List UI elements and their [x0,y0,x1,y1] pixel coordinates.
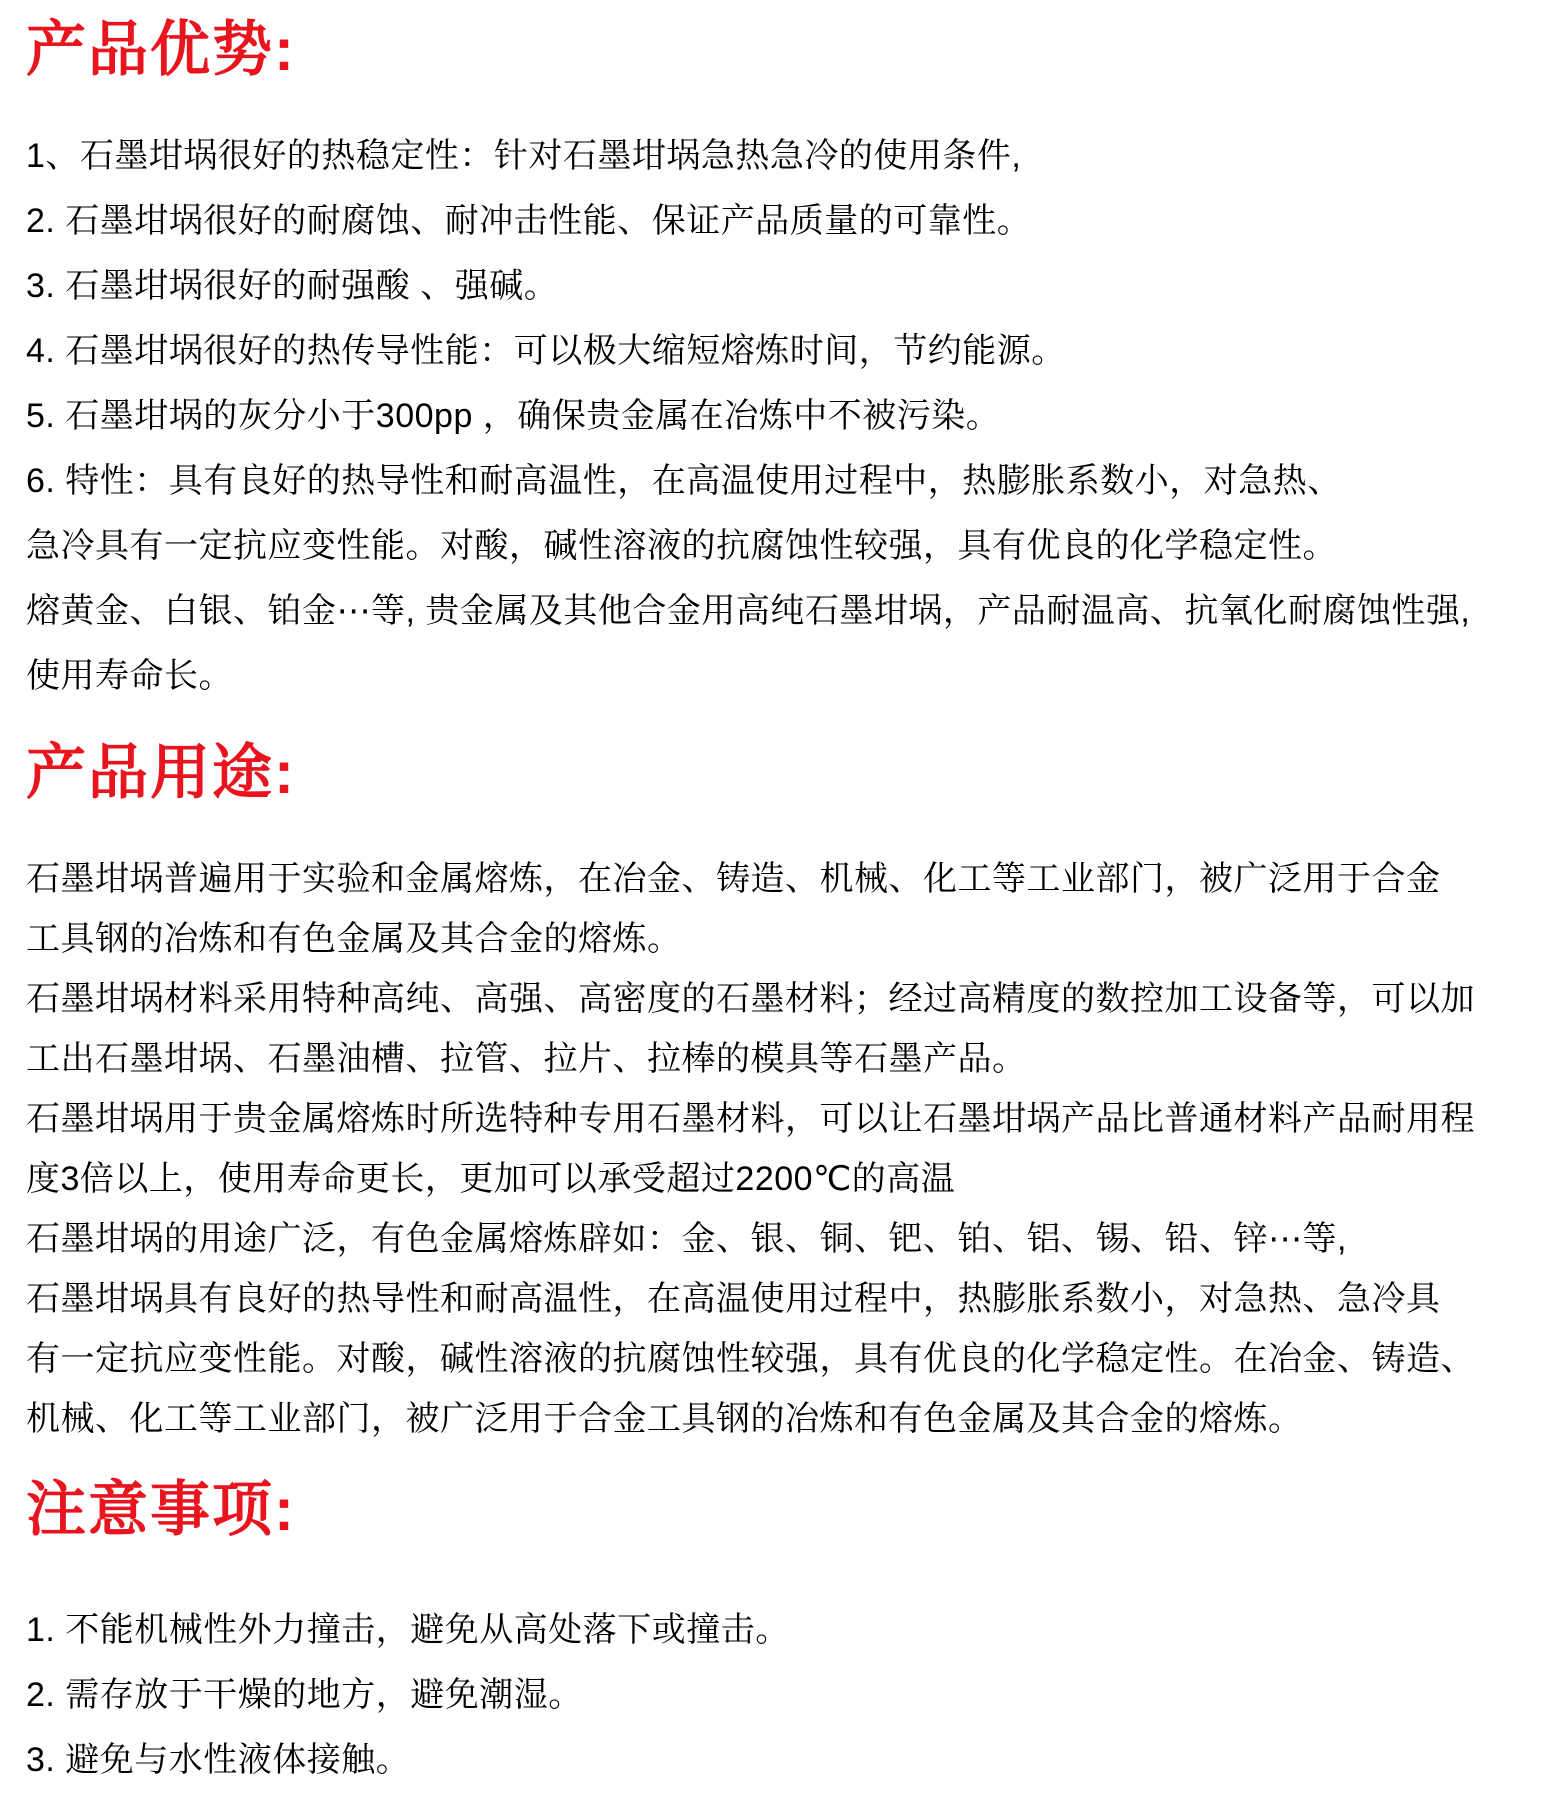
uses-heading: 产品用途: [26,739,296,806]
advantages-heading: 产品优势: [26,16,296,83]
advantage-item-5: 5. 石墨坩埚的灰分小于300pp ，确保贵金属在冶炼中不被污染。 [26,397,1001,435]
advantage-note-line-2: 使用寿命长。 [26,657,233,695]
advantage-note-line-1: 熔黄金、白银、铂金⋯等, 贵金属及其他合金用高纯石墨坩埚，产品耐温高、抗氧化耐腐蚀性强, [26,592,1471,630]
advantage-item-4: 4. 石墨坩埚很好的热传导性能：可以极大缩短熔炼时间，节约能源。 [26,332,1066,370]
uses-line-4: 工出石墨坩埚、石墨油槽、拉管、拉片、拉棒的模具等石墨产品。 [26,1040,1027,1078]
advantage-item-3: 3. 石墨坩埚很好的耐强酸 、强碱。 [26,267,559,305]
precautions-heading: 注意事项: [26,1476,296,1543]
precaution-item-3: 3. 避免与水性液体接触。 [26,1741,411,1779]
uses-line-7: 石墨坩埚的用途广泛，有色金属熔炼辟如：金、银、铜、钯、铂、铝、锡、铅、锌⋯等, [26,1220,1347,1258]
uses-line-5: 石墨坩埚用于贵金属熔炼时所选特种专用石墨材料，可以让石墨坩埚产品比普通材料产品耐用程 [26,1100,1475,1138]
uses-line-6: 度3倍以上，使用寿命更长，更加可以承受超过2200℃的高温 [26,1160,956,1198]
uses-line-8: 石墨坩埚具有良好的热导性和耐高温性，在高温使用过程中，热膨胀系数小，对急热、急冷具 [26,1280,1441,1318]
uses-line-3: 石墨坩埚材料采用特种高纯、高强、高密度的石墨材料；经过高精度的数控加工设备等，可以加 [26,980,1475,1018]
uses-line-9: 有一定抗应变性能。对酸，碱性溶液的抗腐蚀性较强，具有优良的化学稳定性。在冶金、铸造、 [26,1340,1475,1378]
advantage-item-2: 2. 石墨坩埚很好的耐腐蚀、耐冲击性能、保证产品质量的可靠性。 [26,202,1032,240]
precaution-item-2: 2. 需存放于干燥的地方，避免潮湿。 [26,1676,583,1714]
uses-line-10: 机械、化工等工业部门，被广泛用于合金工具钢的冶炼和有色金属及其合金的熔炼。 [26,1400,1303,1438]
advantage-item-1: 1、石墨坩埚很好的热稳定性：针对石墨坩埚急热急冷的使用条件, [26,137,1022,175]
uses-line-2: 工具钢的冶炼和有色金属及其合金的熔炼。 [26,920,682,958]
advantage-item-6-continued: 急冷具有一定抗应变性能。对酸，碱性溶液的抗腐蚀性较强，具有优良的化学稳定性。 [26,527,1337,565]
advantage-item-6: 6. 特性：具有良好的热导性和耐高温性，在高温使用过程中，热膨胀系数小，对急热、 [26,462,1342,500]
precaution-item-1: 1. 不能机械性外力撞击，避免从高处落下或撞击。 [26,1611,790,1649]
uses-line-1: 石墨坩埚普遍用于实验和金属熔炼，在冶金、铸造、机械、化工等工业部门，被广泛用于合金 [26,860,1441,898]
